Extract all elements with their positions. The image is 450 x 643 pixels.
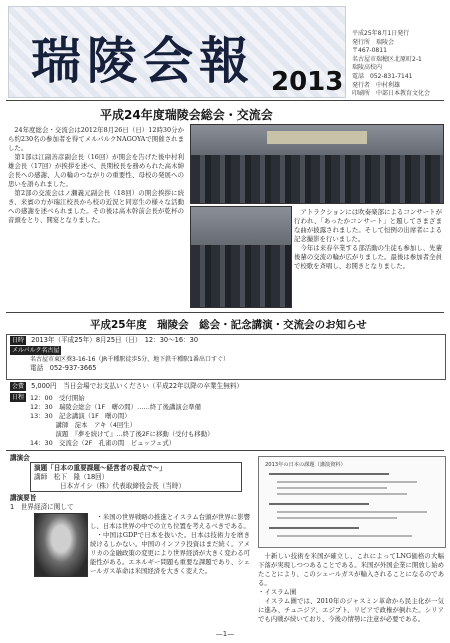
report-paragraph: 十新しい技術を米国が確立し、これによってLNG価格の大幅下落が実現しつつあることである。米国が外国企業に開放し始めたことにより、このシェールガスが輸入されることになるのである。 <box>258 552 444 587</box>
event-photo-small <box>190 206 292 308</box>
slide-text-line <box>277 481 417 483</box>
report-sub-heading: 1 世界経済に関して <box>10 503 74 511</box>
speaker-portrait <box>34 513 88 577</box>
notice-date-row <box>10 336 198 345</box>
slide-text-line <box>277 535 412 537</box>
divider <box>6 450 444 451</box>
slide-text-line <box>269 503 369 505</box>
schedule-item: 12：30 瑞陵会総会（1F 曙の間）……終了後講演会準備 <box>30 403 201 411</box>
publisher-line: 名古屋市瑞穂区北原町2-1 <box>352 55 422 63</box>
slide-text-line <box>269 473 389 475</box>
venue-tag: メルパルク名古屋 <box>12 347 60 354</box>
notice-heading: 平成25年度 瑞陵会 総会・記念講演・交流会のお知らせ <box>90 319 367 331</box>
slide-text-line <box>277 493 407 495</box>
article-paragraph: 今年は来春卒業する部活動の生徒も参加し、先輩後輩の交流の輪が広がりました。最後は参加者全員で校歌を斉唱し、お開きとなりました。 <box>294 244 442 270</box>
lecture-speaker: 講師 松下 隆（18回） <box>34 473 109 481</box>
schedule-item: 12：00 受付開始 <box>30 394 85 402</box>
report-paragraph: イスラム圏では、2010年のジャスミン革命から民主化が一気に進み、チュニジア、エジプト、リビアで政権が倒れた。シリアでも内戦が続いており、今後の情勢に注意が必要である。 <box>258 597 444 623</box>
photo-banner <box>267 131 368 143</box>
article-paragraph: 24年度総会・交流会は2012年8月26日（日）12時30分から約230名の参加者を得てメルパルクNAGOYAで開催されました。 <box>8 126 184 152</box>
date-tag: 日時 <box>12 337 25 344</box>
article-column-1 <box>8 126 184 225</box>
publisher-line: 発行者 中村利雄 <box>352 81 401 89</box>
page-number: —1— <box>215 630 235 638</box>
slide-title: 2013年の日本の課題（講演資料） <box>265 462 346 468</box>
notice-fee-row <box>10 382 243 391</box>
lecture-speaker-title: 日本ガイシ（株）代表取締役会長（当時） <box>60 482 186 490</box>
schedule-item: 演題 『夢を続けて』…終了後2Fに移動（受付も移動） <box>30 430 214 438</box>
notice-address: 名古屋市東区葵3-16-16（JR千種駅徒歩5分、地下鉄千種駅1番出口すぐ） <box>30 356 229 363</box>
lecture-slide-figure <box>258 456 446 548</box>
event-photo <box>190 124 444 204</box>
divider <box>6 312 444 313</box>
publisher-line: 印刷所 中部日本教育文化会 <box>352 90 431 98</box>
article-paragraph: アトラクションには吹奏楽部によるコンサートが行われ、「あったかコンサート」と題してさまざまな曲が披露されました。そして恒例の出席者による記念撮影を行いました。 <box>294 208 442 243</box>
article-paragraph: 第2部の交流会はノ瀬義元副会長（18回）の開会挨拶に続き、来賓の方が瑞江校長から校の近況と同窓生の様々な活動への感謝を述べられました。その後は高木幹前会長が乾杯の音頭をとり、開宴となりました。 <box>8 189 184 224</box>
article-heading: 平成24年度瑞陵会総会・交流会 <box>100 108 273 122</box>
report-sub-label: 講演要旨 <box>10 494 37 502</box>
schedule-item: 講師 淀本 アキ（4回生） <box>30 421 137 429</box>
slide-text-line <box>277 511 427 513</box>
slide-text-line <box>277 517 397 519</box>
publisher-line: 瑞陵高校内 <box>352 64 383 72</box>
slide-text-line <box>269 527 359 529</box>
slide-text-line <box>277 487 387 489</box>
newsletter-year: 2013 <box>271 67 344 97</box>
newsletter-title: 瑞陵会報 <box>31 31 255 90</box>
report-section-label: 講演会 <box>10 454 30 462</box>
photo-crowd <box>191 155 443 203</box>
photo-crowd <box>191 245 291 307</box>
article-column-2 <box>294 208 442 271</box>
notice-phone: 電話 052-937-3665 <box>30 364 97 372</box>
notice-schedule-row <box>10 393 29 402</box>
publisher-line: 平成25年8月1日発行 <box>352 30 410 37</box>
divider <box>6 100 444 101</box>
report-paragraph: ・米国の世界戦略の推進とイスラム台頭が世界に影響し、日本は世界の中での立ち位置を考えるべきである。 <box>90 513 250 530</box>
masthead <box>0 0 450 98</box>
publisher-info <box>352 30 448 99</box>
notice-date: 2013年（平成25年）8月25日（日） 12：30〜16：30 <box>31 336 199 344</box>
schedule-item: 14：30 交流会（2F 孔雀の間 ビュッフェ式） <box>30 439 176 447</box>
report-text-left <box>90 513 250 576</box>
notice-fee: 5,000円 当日会場でお支払いください（平成22年以降の卒業生無料） <box>31 382 244 390</box>
publisher-line: 発行所 瑞陵会 <box>352 38 395 46</box>
report-text-right <box>258 552 444 624</box>
publisher-line: 電話 052-831-7141 <box>352 72 413 80</box>
fee-tag: 会費 <box>12 383 25 390</box>
report-paragraph: ・中国はGDPで日本を抜いた。日本は技術力を磨き続けるしかない。中国のインフラ投資はまだ続く。アメリカの金融政策の変更により世界経済が大きく変わる可能性がある。エネルギー問題も重要な課題であり、シェールガス革命は米国経済を大きく変えた。 <box>90 531 250 575</box>
article-paragraph: 第1部は江副善彦副会長（16回）が開会を告げた後中村利雄会長（17回）が挨拶を述べ、長期校長を務められた高木紳会長への感謝、人の輪のつながりの重要性、母校の発展への思いを語られました。 <box>8 153 184 188</box>
schedule-tag: 日程 <box>12 394 25 401</box>
report-paragraph: ・イスラム圏 <box>258 588 297 596</box>
lecture-topic: 演題「日本の重要課題〜経営者の視点で〜」 <box>34 464 166 472</box>
masthead-banner <box>8 6 346 98</box>
publisher-line: 〒467-0811 <box>352 47 387 55</box>
schedule-item: 13：30 記念講演（1F 曙の間） <box>30 412 131 420</box>
notice-venue-row <box>10 346 64 355</box>
